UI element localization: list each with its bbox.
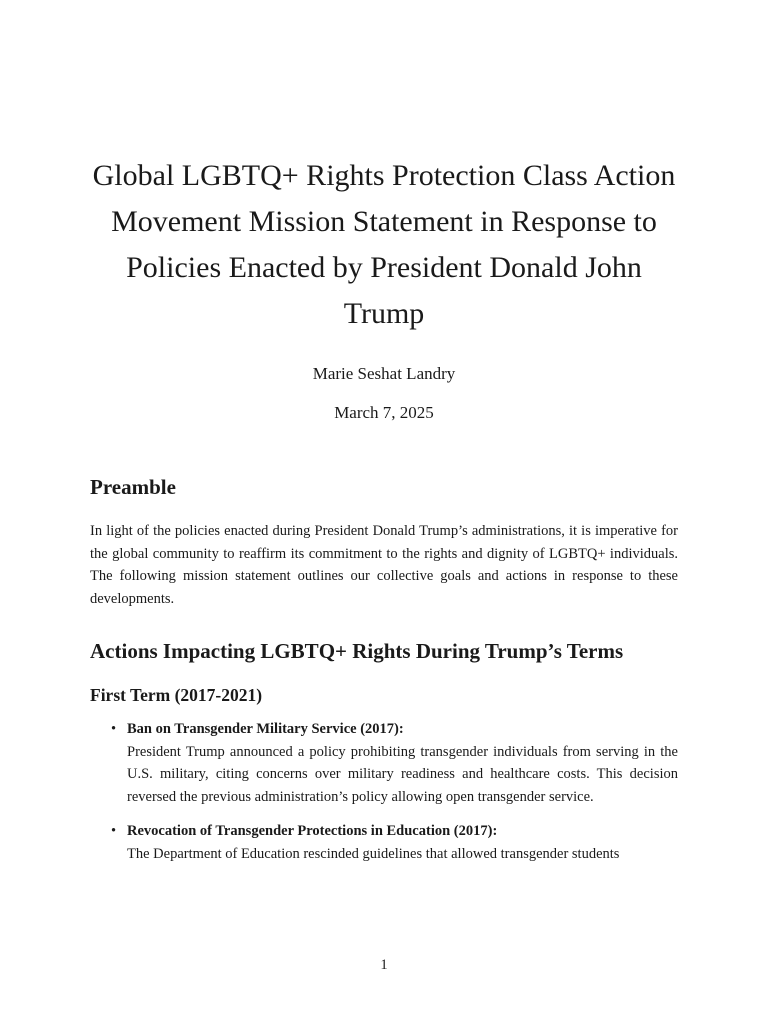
bullet-icon: • [111, 823, 117, 839]
document-date: March 7, 2025 [334, 403, 434, 422]
page-number: 1 [380, 957, 388, 973]
preamble-paragraph: In light of the policies enacted during President Donald Trump’s administrations, it is imperative for the global community to reaffirm its commitment to the rights and dignity of LGBTQ+ individuals. The following mission statement outlines our collective goals and actions in response to these developments. [90, 523, 678, 607]
bullet-icon: • [111, 721, 117, 737]
section-heading-actions: Actions Impacting LGBTQ+ Rights During Trump’s Terms [90, 639, 624, 663]
list-item-body: The Department of Education rescinded guidelines that allowed transgender students [127, 845, 620, 862]
section-heading-preamble: Preamble [90, 475, 176, 499]
document-page [90, 0, 678, 877]
document-author: Marie Seshat Landry [312, 364, 456, 383]
list-item [90, 820, 678, 865]
document-title: Global LGBTQ+ Rights Protection Class Action Movement Mission Statement in Response to Policies Enacted by President Donald John Trump [92, 159, 676, 330]
list-item [90, 718, 678, 808]
subsection-heading-first-term: First Term (2017-2021) [90, 685, 263, 705]
list-item-title: Revocation of Transgender Protections in Education (2017): [127, 823, 498, 839]
first-term-list [90, 718, 678, 865]
list-item-title: Ban on Transgender Military Service (2017): [127, 721, 404, 737]
list-item-body: President Trump announced a policy prohibiting transgender individuals from serving in the U.S. military, citing concerns over military readiness and healthcare costs. This decision reversed the previous administration’s policy allowing open transgender service. [127, 743, 678, 805]
